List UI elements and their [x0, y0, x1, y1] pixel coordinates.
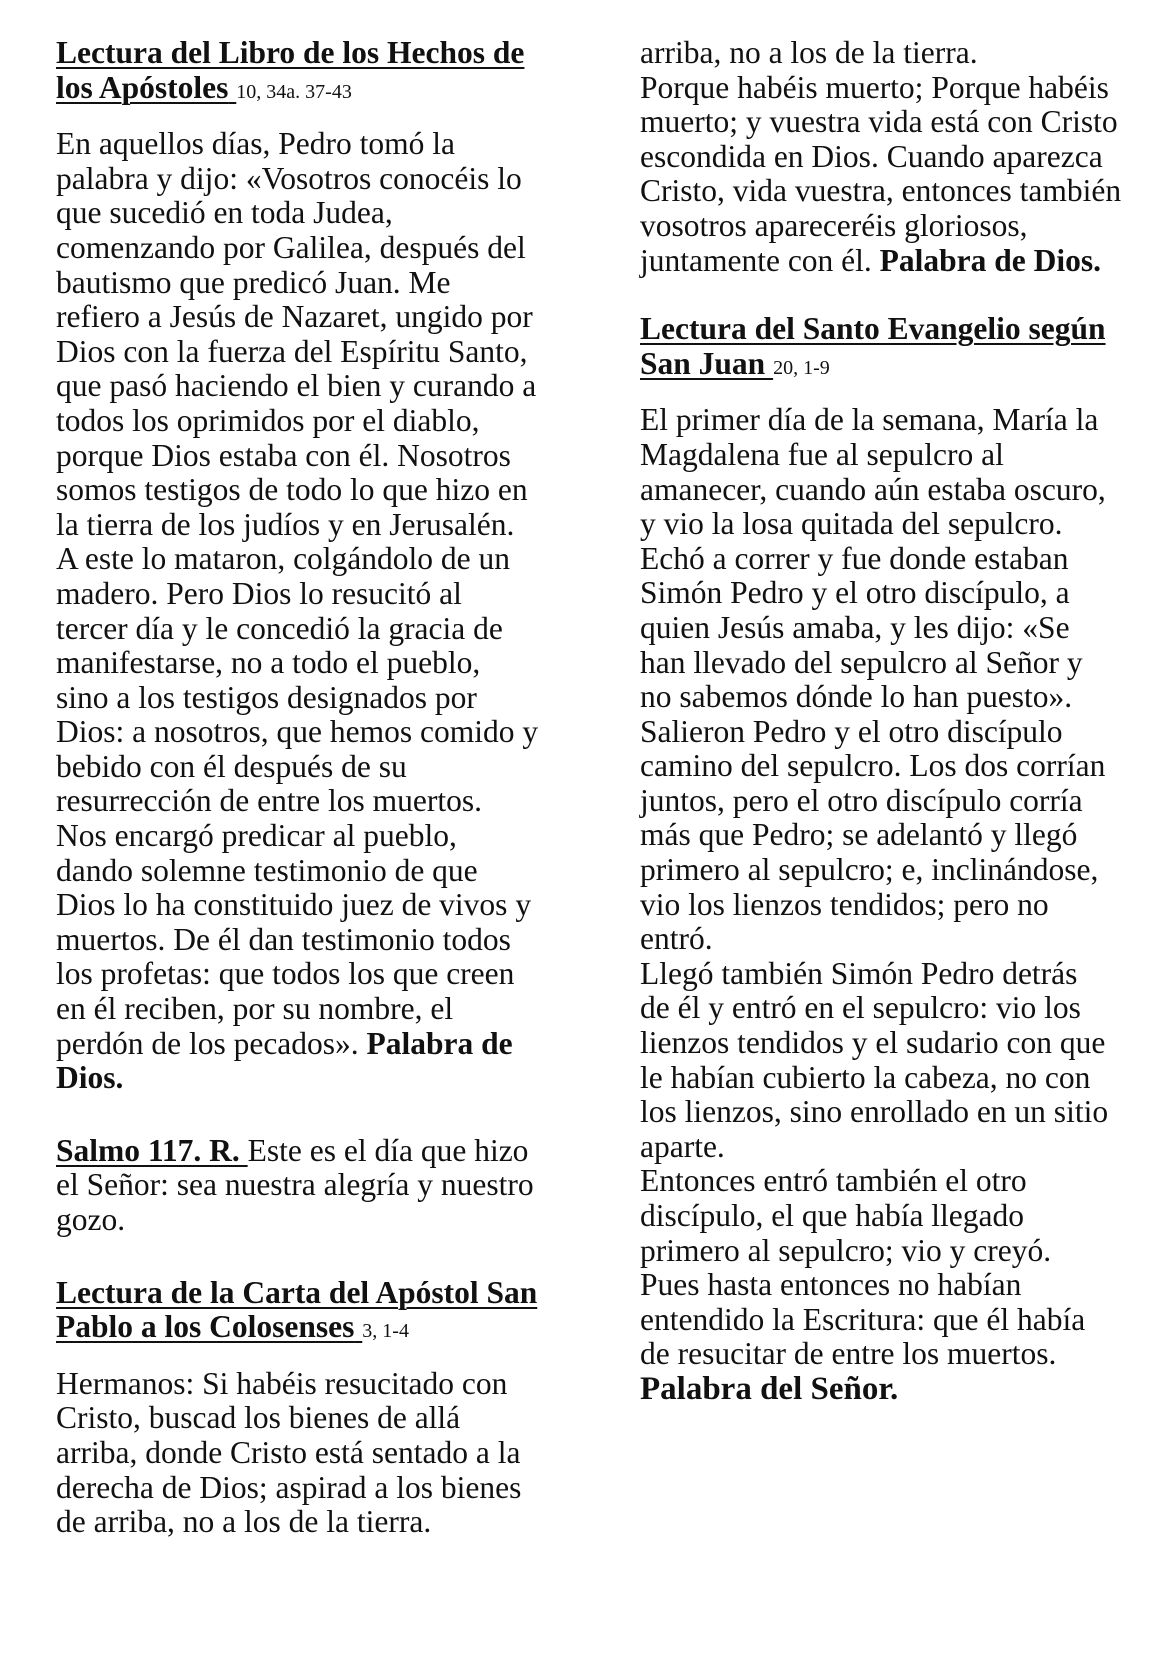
text-line: bebido con él después de su: [56, 748, 407, 784]
text-line: arriba, donde Cristo está sentado a la: [56, 1434, 521, 1470]
text-line: Llegó también Simón Pedro detrás: [640, 955, 1078, 991]
psalm-line-2: el Señor: sea nuestra alegría y nuestro: [56, 1167, 534, 1203]
text-line: muerto; y vuestra vida está con Cristo: [640, 104, 1118, 140]
text-line: Dios lo ha constituido juez de vivos y: [56, 887, 532, 923]
psalm-label: Salmo 117. R.: [56, 1132, 248, 1168]
text-line: Dios: a nosotros, que hemos comido y: [56, 714, 539, 750]
text-line: En aquellos días, Pedro tomó la: [56, 126, 455, 162]
gospel-body: [640, 403, 1160, 1406]
text-line: Dios con la fuerza del Espíritu Santo,: [56, 333, 528, 369]
reading-1-reference: 10, 34a. 37-43: [236, 80, 352, 103]
text-line: han llevado del sepulcro al Señor y: [640, 644, 1083, 680]
text-line: aparte.: [640, 1128, 725, 1164]
text-line: derecha de Dios; aspirad a los bienes: [56, 1469, 522, 1505]
text-line: y vio la losa quitada del sepulcro.: [640, 506, 1063, 542]
reading-1: [56, 36, 576, 1096]
text-line: Porque habéis muerto; Porque habéis: [640, 69, 1109, 105]
text-line: los lienzos, sino enrollado en un sitio: [640, 1094, 1109, 1130]
text-line: de él y entró en el sepulcro: vio los: [640, 990, 1081, 1026]
text-line: en él reciben, por su nombre, el: [56, 991, 454, 1027]
text-line: madero. Pero Dios lo resucitó al: [56, 575, 462, 611]
reading-2-title-line-2: Pablo a los Colosenses 3, 1-4: [56, 1309, 409, 1345]
psalm-line-1: Salmo 117. R. Este es el día que hizo: [56, 1132, 529, 1168]
left-column: [56, 36, 576, 1540]
text-line: Salieron Pedro y el otro discípulo: [640, 713, 1063, 749]
text-line: lienzos tendidos y el sudario con que: [640, 1025, 1106, 1061]
reading-1-closing: Palabra de: [366, 1025, 513, 1061]
text-line: A este lo mataron, colgándolo de un: [56, 541, 511, 577]
text-line: porque Dios estaba con él. Nosotros: [56, 437, 511, 473]
text-line: refiero a Jesús de Nazaret, ungido por: [56, 299, 533, 335]
text-line: la tierra de los judíos y en Jerusalén.: [56, 506, 515, 542]
psalm: [56, 1134, 576, 1238]
text-line: tercer día y le concedió la gracia de: [56, 610, 503, 646]
text-line: Pues hasta entonces no habían: [640, 1267, 1022, 1303]
text-line: vio los lienzos tendidos; pero no: [640, 886, 1049, 922]
text-line: de resucitar de entre los muertos.: [640, 1336, 1057, 1372]
text-line: Magdalena fue al sepulcro al: [640, 436, 1004, 472]
text-line: Cristo, buscad los bienes de allá: [56, 1400, 461, 1436]
gospel-title-line-2: San Juan 20, 1-9: [640, 345, 830, 381]
reading-2-title-line-1: Lectura de la Carta del Apóstol San: [56, 1274, 538, 1310]
gospel: [640, 312, 1160, 1406]
text-line: Echó a correr y fue donde estaban: [640, 540, 1069, 576]
text-line: los profetas: que todos los que creen: [56, 956, 515, 992]
text-line: camino del sepulcro. Los dos corrían: [640, 748, 1106, 784]
text-line: Entonces entró también el otro: [640, 1163, 1027, 1199]
gospel-closing: Palabra del Señor.: [640, 1370, 899, 1407]
text-line: dando solemne testimonio de que: [56, 852, 478, 888]
text-line: todos los oprimidos por el diablo,: [56, 402, 480, 438]
text-line: palabra y dijo: «Vosotros conocéis lo: [56, 160, 522, 196]
text-line: amanecer, cuando aún estaba oscuro,: [640, 471, 1106, 507]
text-line: bautismo que predicó Juan. Me: [56, 264, 451, 300]
text-line: escondida en Dios. Cuando aparezca: [640, 138, 1103, 174]
reading-1-title-line-1: Lectura del Libro de los Hechos de: [56, 35, 525, 70]
reading-2: [56, 1276, 576, 1540]
reading-2-reference: 3, 1-4: [362, 1320, 409, 1343]
text-line: quien Jesús amaba, y les dijo: «Se: [640, 609, 1070, 645]
text-line: Nos encargó predicar al pueblo,: [56, 818, 457, 854]
text-line: comenzando por Galilea, después del: [56, 229, 526, 265]
text-line: primero al sepulcro; vio y creyó.: [640, 1232, 1052, 1268]
text-line: que pasó haciendo el bien y curando a: [56, 368, 537, 404]
text-line: entendido la Escritura: que él había: [640, 1301, 1086, 1337]
reading-1-closing-cont: Dios.: [56, 1060, 124, 1096]
text-line: no sabemos dónde lo han puesto».: [640, 679, 1073, 715]
gospel-reference: 20, 1-9: [773, 356, 830, 379]
text-line: de arriba, no a los de la tierra.: [56, 1504, 432, 1540]
text-line: Cristo, vida vuestra, entonces también: [640, 173, 1122, 209]
text-line: somos testigos de todo lo que hizo en: [56, 472, 528, 508]
right-column: [640, 36, 1160, 1407]
reading-2-continued: [640, 36, 1160, 278]
text-line: muertos. De él dan testimonio todos: [56, 921, 511, 957]
text-line: perdón de los pecados». Palabra de: [56, 1025, 513, 1061]
text-line: primero al sepulcro; e, inclinándose,: [640, 852, 1099, 888]
text-line: sino a los testigos designados por: [56, 679, 477, 715]
text-line: arriba, no a los de la tierra.: [640, 35, 978, 70]
text-line: vosotros apareceréis gloriosos,: [640, 207, 1028, 243]
reading-2-body: [56, 1367, 576, 1540]
text-line: juntamente con él. Palabra de Dios.: [640, 242, 1102, 278]
text-line: que sucedió en toda Judea,: [56, 195, 393, 231]
text-line: juntos, pero el otro discípulo corría: [640, 782, 1083, 818]
text-line: entró.: [640, 921, 713, 957]
text-line: más que Pedro; se adelantó y llegó: [640, 817, 1078, 853]
reading-2-closing: Palabra de Dios.: [879, 242, 1102, 278]
text-line: manifestarse, no a todo el pueblo,: [56, 645, 481, 681]
text-line: resurrección de entre los muertos.: [56, 783, 482, 819]
text-line: discípulo, el que había llegado: [640, 1198, 1025, 1233]
text-line: El primer día de la semana, María la: [640, 402, 1099, 438]
text-line: Simón Pedro y el otro discípulo, a: [640, 575, 1070, 611]
reading-1-body: [56, 127, 576, 1096]
reading-1-title-line-2: los Apóstoles 10, 34a. 37-43: [56, 69, 352, 105]
text-line: le habían cubierto la cabeza, no con: [640, 1059, 1091, 1095]
gospel-title-line-1: Lectura del Santo Evangelio según: [640, 311, 1106, 347]
psalm-line-3: gozo.: [56, 1202, 126, 1237]
text-line: Hermanos: Si habéis resucitado con: [56, 1365, 508, 1401]
